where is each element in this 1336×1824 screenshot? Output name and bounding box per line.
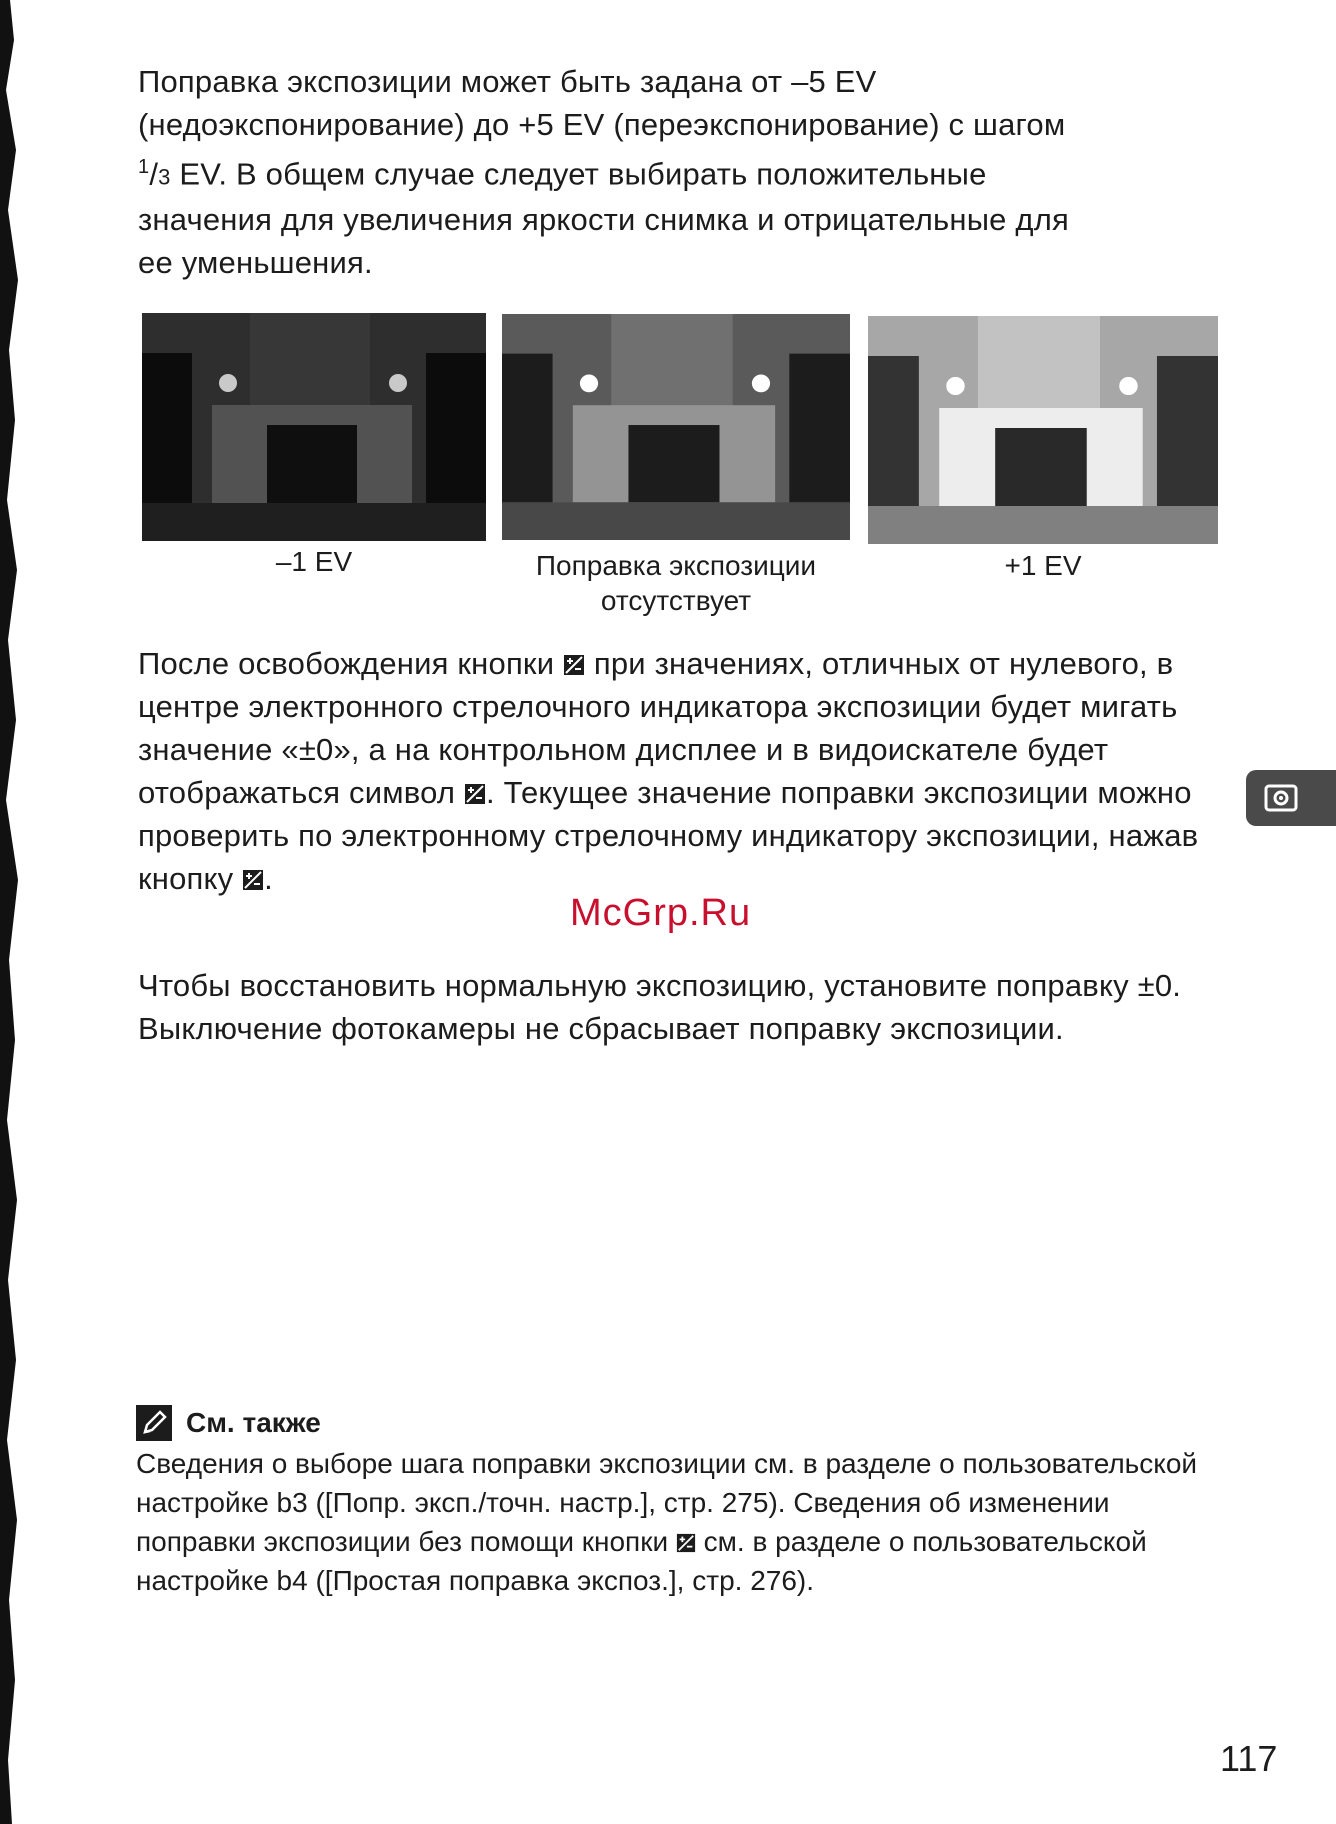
fraction-denominator: 3: [158, 164, 171, 190]
metering-mode-icon: [1264, 784, 1298, 812]
reset-paragraph: Чтобы восстановить нормальную экспозицию, установите поправку ±0. Выключение фотокамеры не сбрасывает поправку экспозиции.: [138, 968, 1182, 1046]
page-number: 117: [1220, 1738, 1278, 1779]
caption-minus-1ev: –1 EV: [275, 546, 353, 577]
section-tab: [1246, 770, 1336, 826]
release-button-paragraph: [138, 642, 1228, 900]
intro-line-2: (недоэкспонирование) до +5 EV (переэкспонирование) с шагом: [138, 107, 1066, 142]
p2-text-1: После освобождения кнопки: [138, 646, 564, 681]
fraction-numerator: 1: [138, 156, 150, 178]
exposure-compensation-icon: [676, 1533, 696, 1553]
p2-text-2: при значениях, отличных от нулевого, в центре электронного стрелочного индикатора экспозиции будет мигать значение «±0», а на контрольном дисплее и в видоискателе будет отображаться символ: [138, 646, 1178, 810]
see-also-title: См. также: [186, 1407, 321, 1438]
watermark: McGrp.Ru: [570, 892, 752, 934]
caption-no-compensation: Поправка экспозиции отсутствует: [535, 550, 817, 616]
intro-line-1: Поправка экспозиции может быть задана от –5 EV: [138, 64, 877, 99]
note-text-2: см. в разделе о пользовательской настройке b4 ([Простая поправка экспоз.], стр. 276).: [136, 1526, 1147, 1596]
p2-text-4: .: [264, 861, 273, 896]
see-also-text: [136, 1444, 1226, 1600]
photo-no-compensation: [502, 314, 850, 540]
photo-minus-1ev: [142, 313, 486, 541]
intro-line-4: значения для увеличения яркости снимка и отрицательные для: [138, 202, 1069, 238]
p2-text-3: . Текущее значение поправки экспозиции можно проверить по электронному стрелочному индикатору экспозиции, нажав кнопку: [138, 775, 1199, 896]
exposure-compensation-icon: [563, 654, 585, 676]
see-also-header: [136, 1404, 321, 1442]
pencil-icon: [136, 1405, 172, 1441]
intro-paragraph: Поправка экспозиции может быть задана от –5 EV (недоэкспонирование) до +5 EV (переэкспонирование) с шагом $^1$/3 EV. В общем случае следует выбирать положительные значения для увеличения яркости снимка и отрицательные для ее уменьшения.: [138, 64, 1069, 281]
note-text-1: Сведения о выборе шага поправки экспозиции см. в разделе о пользовательской настройке b3 ([Попр. эксп./точн. настр.], стр. 275). Сведения об изменении поправки экспозиции без помощи кнопки: [136, 1448, 1198, 1557]
caption-plus-1ev: +1 EV: [1004, 550, 1082, 581]
intro-line-5: ее уменьшения.: [138, 245, 373, 281]
exposure-compensation-icon: [464, 783, 486, 805]
intro-line-3: EV. В общем случае следует выбирать положительные: [170, 156, 987, 192]
binding-edge: [0, 0, 26, 1824]
photo-plus-1ev: [868, 316, 1218, 544]
exposure-compensation-icon: [242, 869, 264, 891]
